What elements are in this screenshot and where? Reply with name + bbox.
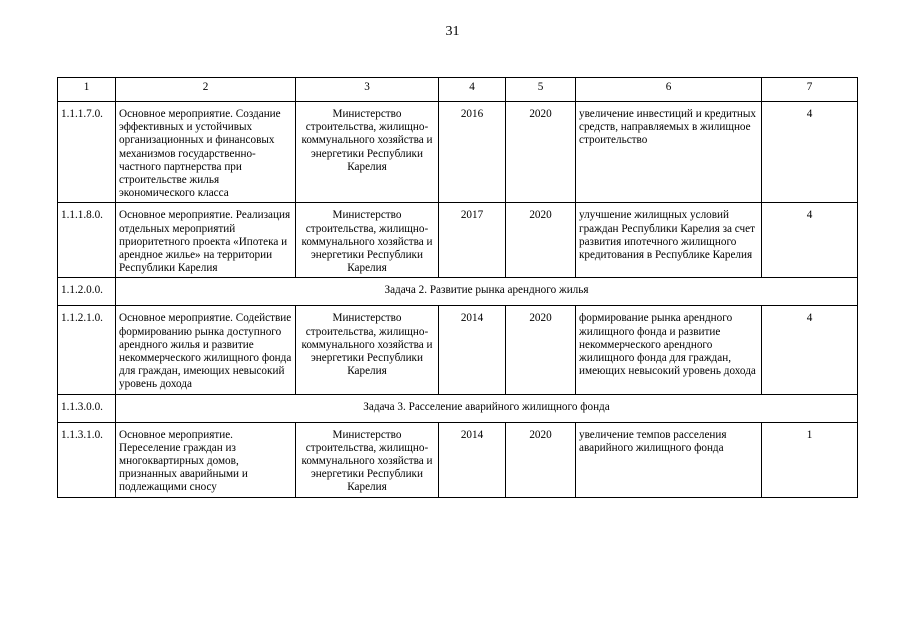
header-cell-1: 1 <box>58 78 116 102</box>
expected-result: улучшение жилищных условий граждан Республики Карелия за счет развития ипотечного жилищного кредитования в Республике Карелия <box>576 203 762 278</box>
start-year: 2016 <box>439 102 506 203</box>
table-header-row <box>58 78 858 102</box>
expected-result: увеличение инвестиций и кредитных средств, направляемых в жилищное строительство <box>576 102 762 203</box>
activity-name: Основное мероприятие. Переселение граждан из многоквартирных домов, признанных аварийными и подлежащими сносу <box>116 422 296 497</box>
table-row <box>58 203 858 278</box>
activity-name: Основное мероприятие. Содействие формированию рынка доступного арендного жилья и развитие некоммерческого жилищного фонда для граждан, имеющих невысокий уровень дохода <box>116 306 296 394</box>
table-row <box>58 102 858 203</box>
header-cell-6: 6 <box>576 78 762 102</box>
task-row <box>58 278 858 306</box>
end-year: 2020 <box>506 203 576 278</box>
activity-code: 1.1.1.7.0. <box>58 102 116 203</box>
activity-code: 1.1.2.1.0. <box>58 306 116 394</box>
expected-result: формирование рынка арендного жилищного фонда и развитие некоммерческого арендного жилищного фонда для граждан, имеющих невысокий уровень дохода <box>576 306 762 394</box>
header-cell-3: 3 <box>296 78 439 102</box>
task-code: 1.1.3.0.0. <box>58 394 116 422</box>
task-code: 1.1.2.0.0. <box>58 278 116 306</box>
responsible-executor: Министерство строительства, жилищно-коммунального хозяйства и энергетики Республики Карелия <box>296 306 439 394</box>
activity-code: 1.1.1.8.0. <box>58 203 116 278</box>
header-cell-2: 2 <box>116 78 296 102</box>
header-cell-5: 5 <box>506 78 576 102</box>
indicator-link: 1 <box>762 422 858 497</box>
responsible-executor: Министерство строительства, жилищно-коммунального хозяйства и энергетики Республики Карелия <box>296 422 439 497</box>
responsible-executor: Министерство строительства, жилищно-коммунального хозяйства и энергетики Республики Карелия <box>296 102 439 203</box>
start-year: 2014 <box>439 422 506 497</box>
table-row <box>58 306 858 394</box>
start-year: 2017 <box>439 203 506 278</box>
responsible-executor: Министерство строительства, жилищно-коммунального хозяйства и энергетики Республики Карелия <box>296 203 439 278</box>
indicator-link: 4 <box>762 306 858 394</box>
task-title: Задача 3. Расселение аварийного жилищного фонда <box>116 394 858 422</box>
activity-name: Основное мероприятие. Создание эффективных и устойчивых организационных и финансовых механизмов государственно-частного партнерства при строительстве жилья экономического класса <box>116 102 296 203</box>
header-cell-7: 7 <box>762 78 858 102</box>
activity-name: Основное мероприятие. Реализация отдельных мероприятий приоритетного проекта «Ипотека и арендное жилье» на территории Республики Карелия <box>116 203 296 278</box>
task-title: Задача 2. Развитие рынка арендного жилья <box>116 278 858 306</box>
activity-code: 1.1.3.1.0. <box>58 422 116 497</box>
end-year: 2020 <box>506 102 576 203</box>
end-year: 2020 <box>506 422 576 497</box>
task-row <box>58 394 858 422</box>
indicator-link: 4 <box>762 203 858 278</box>
program-activities-table <box>57 77 858 498</box>
expected-result: увеличение темпов расселения аварийного жилищного фонда <box>576 422 762 497</box>
page-number: 31 <box>445 24 460 39</box>
indicator-link: 4 <box>762 102 858 203</box>
end-year: 2020 <box>506 306 576 394</box>
start-year: 2014 <box>439 306 506 394</box>
table-row <box>58 422 858 497</box>
header-cell-4: 4 <box>439 78 506 102</box>
